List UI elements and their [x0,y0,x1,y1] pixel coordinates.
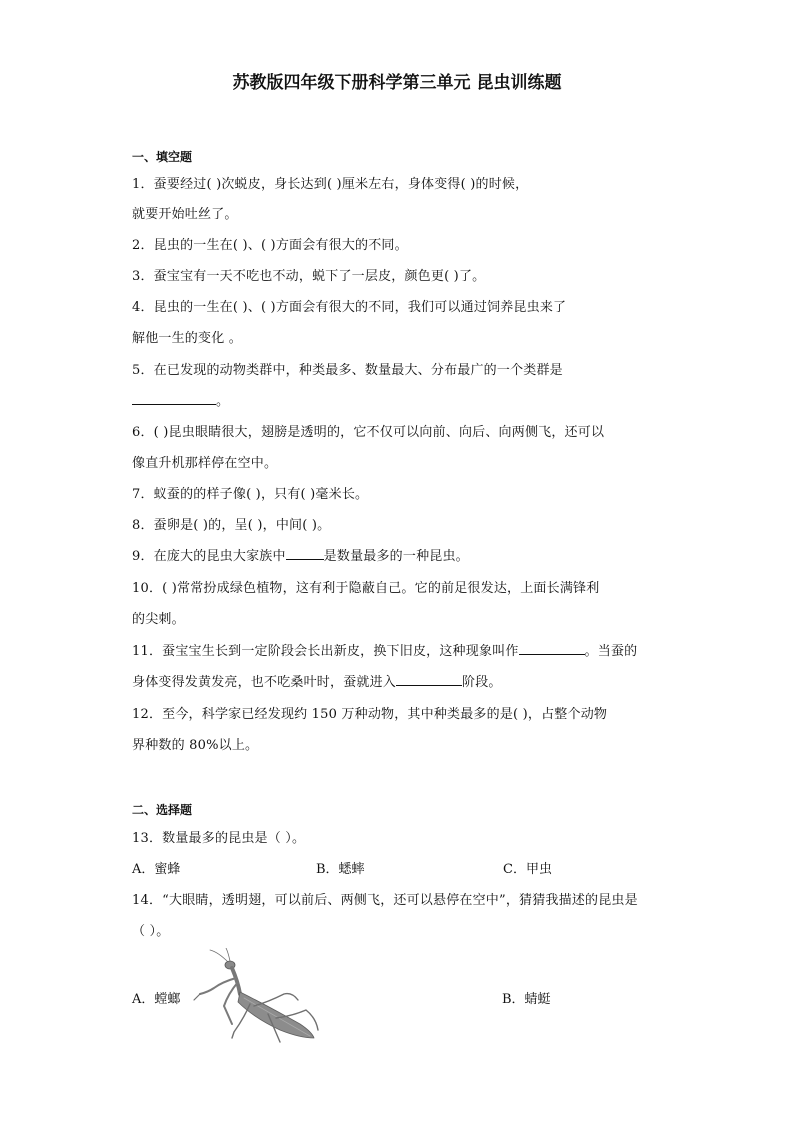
question-11-part-4: 阶段。 [462,675,502,690]
question-5-end: 。 [216,394,230,409]
question-13-option-b[interactable]: B．蟋蟀 [316,862,365,877]
question-2: 2．昆虫的一生在( )、( )方面会有很大的不同。 [132,238,408,253]
question-13-option-a[interactable]: A．蜜蜂 [132,862,181,877]
question-7: 7．蚁蚕的的样子像( )，只有( )毫米长。 [132,487,369,502]
question-6-line-1: 6．( )昆虫眼睛很大，翅膀是透明的，它不仅可以向前、向后、向两侧飞，还可以 [132,425,605,440]
answer-blank[interactable] [519,642,585,655]
question-1-line-2: 就要开始吐丝了。 [132,207,238,222]
question-11-part-1: 11．蚕宝宝生长到一定阶段会长出新皮，换下旧皮，这种现象叫作 [132,644,519,659]
question-13: 13．数量最多的昆虫是（ ）。 [132,831,306,846]
question-4-line-1: 4．昆虫的一生在( )、( )方面会有很大的不同，我们可以通过饲养昆虫来了 [132,300,567,315]
question-11-line-1 [132,640,637,659]
question-9-end: 是数量最多的一种昆虫。 [323,549,469,564]
question-14-option-b[interactable]: B．蜻蜓 [502,992,551,1007]
question-4-line-2: 解他一生的变化 。 [132,331,242,346]
question-1-line-1: 1．蚕要经过( )次蜕皮，身长达到( )厘米左右，身体变得( )的时候， [132,177,529,192]
answer-blank[interactable] [132,392,216,405]
section-heading-fill-blank: 一、填空题 [132,150,193,164]
answer-blank[interactable] [396,673,462,686]
question-5-line-2 [132,390,229,409]
question-5-line-1: 5．在已发现的动物类群中，种类最多、数量最大、分布最广的一个类群是 [132,363,563,378]
section-heading-multiple-choice: 二、选择题 [132,803,193,817]
answer-blank[interactable] [286,547,324,560]
question-13-option-c[interactable]: C．甲虫 [503,862,552,877]
question-11-line-2 [132,671,502,690]
question-9 [132,545,469,564]
praying-mantis-image [188,948,328,1048]
page-title: 苏教版四年级下册科学第三单元 昆虫训练题 [232,73,562,93]
question-14-line-1: 14．“大眼睛，透明翅，可以前后、两侧飞，还可以悬停在空中”，猜猜我描述的昆虫是 [132,893,638,908]
question-11-part-2: 。当蚕的 [584,644,638,659]
question-11-part-3: 身体变得发黄发亮，也不吃桑叶时，蚕就进入 [132,675,397,690]
question-12-line-1: 12．至今，科学家已经发现约 150 万种动物，其中种类最多的是( )，占整个动物 [132,707,608,722]
question-9-start: 9．在庞大的昆虫大家族中 [132,549,286,564]
question-12-line-2: 界种数的 80%以上。 [132,738,259,753]
question-10-line-1: 10．( )常常扮成绿色植物，这有利于隐蔽自己。它的前足很发达，上面长满锋利 [132,581,600,596]
question-8: 8．蚕卵是( )的，呈( )，中间( )。 [132,518,331,533]
question-14-line-2: （ ）。 [132,924,170,939]
question-10-line-2: 的尖刺。 [132,612,185,627]
question-6-line-2: 像直升机那样停在空中。 [132,456,278,471]
question-14-option-a[interactable]: A．螳螂 [132,992,181,1007]
question-3: 3．蚕宝宝有一天不吃也不动，蜕下了一层皮，颜色更( )了。 [132,269,486,284]
